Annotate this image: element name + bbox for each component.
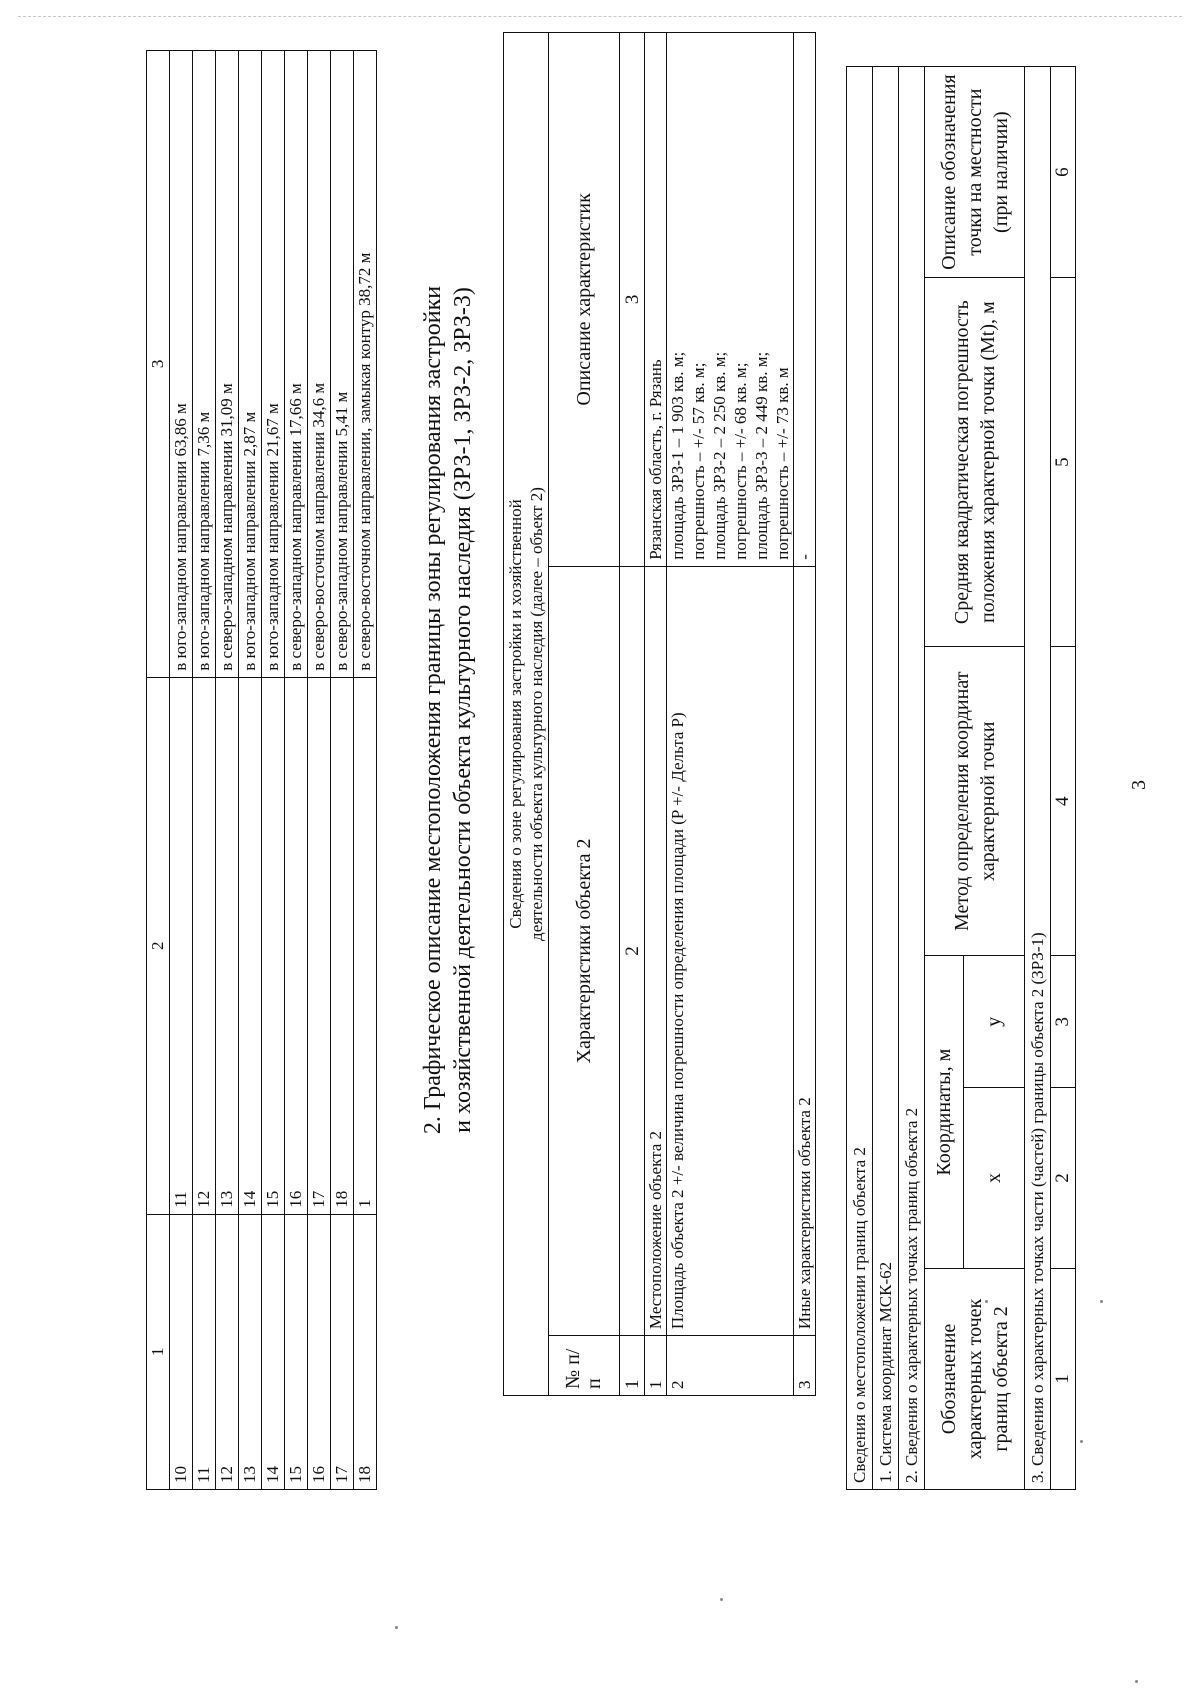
column-number: 1 xyxy=(1051,1268,1076,1489)
row-number: 1 xyxy=(645,1336,667,1396)
table-row xyxy=(193,51,216,1490)
from-point: 11 xyxy=(193,1214,216,1489)
value-line: площадь ЗРЗ-1 – 1 903 кв. м; xyxy=(668,351,687,560)
table-row xyxy=(285,51,308,1490)
table-row xyxy=(645,33,667,1396)
from-point: 10 xyxy=(170,1214,193,1489)
table-header-row xyxy=(549,33,620,1396)
column-number: 6 xyxy=(1051,67,1076,278)
table-caption xyxy=(504,33,549,1396)
scan-speck xyxy=(1100,1300,1103,1303)
section-row xyxy=(899,67,925,1490)
table-row xyxy=(794,33,816,1396)
heading-line: и хозяйственной деятельности объекта культурного наследия (ЗРЗ-1, ЗРЗ-2, ЗРЗ-3) xyxy=(450,287,476,1133)
direction: в северо-западном направлении 17,66 м xyxy=(285,51,308,678)
direction: в юго-западном направлении 63,86 м xyxy=(170,51,193,678)
object-characteristics-table xyxy=(503,32,816,1396)
to-point: 16 xyxy=(285,677,308,1214)
rotated-page xyxy=(36,0,1186,1560)
table-row xyxy=(331,51,354,1490)
column-number: 3 xyxy=(1051,956,1076,1088)
direction: в юго-западном направлении 7,36 м xyxy=(193,51,216,678)
table-row xyxy=(354,51,377,1490)
scan-speck xyxy=(985,1300,988,1303)
section-title: 2. Сведения о характерных точках границ объекта 2 xyxy=(899,67,925,1490)
from-point: 18 xyxy=(354,1214,377,1489)
from-point: 16 xyxy=(308,1214,331,1489)
section-title: 3. Сведения о характерных точках части (частей) границы объекта 2 (ЗРЗ-1) xyxy=(1025,67,1051,1490)
heading-line: 2. Графическое описание местоположения границы зоны регулирования застройки xyxy=(420,285,446,1135)
col-coords-header: Координаты, м xyxy=(925,956,964,1268)
direction: в северо-западном направлении 31,09 м xyxy=(216,51,239,678)
header-cell: 3 xyxy=(147,51,170,678)
column-number: 1 xyxy=(620,1336,645,1396)
col-method-header: Метод определения координат характерной точки xyxy=(925,647,1025,956)
column-number: 4 xyxy=(1051,647,1076,956)
column-number: 2 xyxy=(1051,1088,1076,1269)
from-point: 12 xyxy=(216,1214,239,1489)
column-numbers-row xyxy=(1051,67,1076,1490)
section-row xyxy=(1025,67,1051,1490)
column-number: 5 xyxy=(1051,278,1076,647)
table-row xyxy=(262,51,285,1490)
col-error-header: Средняя квадратическая погрешность положения характерной точки (Mt), м xyxy=(925,278,1025,647)
caption-line: деятельности объекта культурного наследия (далее – объект 2) xyxy=(527,487,546,941)
col-description-header: Описание обозначения точки на местности (при наличии) xyxy=(925,67,1025,278)
col-y-header: y xyxy=(964,956,1025,1088)
value-line: площадь ЗРЗ-2 – 2 250 кв. м; xyxy=(710,351,729,560)
table-header-row xyxy=(147,51,170,1490)
value-line: площадь ЗРЗ-3 – 2 449 кв. м; xyxy=(752,351,771,560)
to-point: 1 xyxy=(354,677,377,1214)
table-title: Сведения о местоположении границ объекта 2 xyxy=(847,67,873,1490)
column-number: 3 xyxy=(620,33,645,567)
boundary-description-table xyxy=(146,50,377,1490)
value-line: погрешность – +/- 73 кв. м xyxy=(773,367,792,560)
column-number: 2 xyxy=(620,566,645,1335)
scan-speck xyxy=(395,1626,398,1629)
col-number-header: № п/п xyxy=(549,1336,620,1396)
characteristic-value: - xyxy=(794,33,816,567)
scan-speck xyxy=(1080,1440,1083,1443)
to-point: 15 xyxy=(262,677,285,1214)
scan-speck xyxy=(720,1598,723,1601)
characteristic: Местоположение объекта 2 xyxy=(645,566,667,1335)
col-x-header: x xyxy=(964,1088,1025,1269)
table-row xyxy=(667,33,794,1396)
characteristic: Площадь объекта 2 +/- величина погрешности определения площади (P +/- Дельта P) xyxy=(667,566,794,1335)
direction: в северо-восточном направлении 34,6 м xyxy=(308,51,331,678)
page-number: 3 xyxy=(1128,780,1150,790)
to-point: 11 xyxy=(170,677,193,1214)
characteristic: Иные характеристики объекта 2 xyxy=(794,566,816,1335)
to-point: 12 xyxy=(193,677,216,1214)
direction: в юго-западном направлении 2,87 м xyxy=(239,51,262,678)
to-point: 13 xyxy=(216,677,239,1214)
column-numbers-row xyxy=(620,33,645,1396)
value-line: погрешность – +/- 57 кв. м; xyxy=(689,362,708,560)
col-description-header: Описание характеристик xyxy=(549,33,620,567)
to-point: 18 xyxy=(331,677,354,1214)
table-row xyxy=(239,51,262,1490)
direction: в северо-восточном направлении, замыкая контур 38,72 м xyxy=(354,51,377,678)
scan-speck xyxy=(1135,1680,1138,1683)
caption-line: Сведения о зоне регулирования застройки и хозяйственной xyxy=(506,499,525,929)
table-row xyxy=(170,51,193,1490)
value-line: погрешность – +/- 68 кв. м; xyxy=(731,362,750,560)
from-point: 13 xyxy=(239,1214,262,1489)
header-cell: 1 xyxy=(147,1214,170,1489)
coordinate-system: 1. Система координат МСК-62 xyxy=(873,67,899,1490)
col-characteristics-header: Характеристики объекта 2 xyxy=(549,566,620,1335)
to-point: 17 xyxy=(308,677,331,1214)
from-point: 17 xyxy=(331,1214,354,1489)
table-title-row xyxy=(847,67,873,1490)
section-heading xyxy=(418,60,478,1360)
row-number: 3 xyxy=(794,1336,816,1396)
table-caption-row xyxy=(504,33,549,1396)
coordinate-system-row xyxy=(873,67,899,1490)
direction: в северо-западном направлении 5,41 м xyxy=(331,51,354,678)
header-cell: 2 xyxy=(147,677,170,1214)
row-number: 2 xyxy=(667,1336,794,1396)
col-point-header: Обозначение характерных точек границ объекта 2 xyxy=(925,1268,1025,1489)
table-row xyxy=(216,51,239,1490)
table-row xyxy=(308,51,331,1490)
direction: в юго-западном направлении 21,67 м xyxy=(262,51,285,678)
table-header-row xyxy=(925,67,964,1490)
characteristic-value xyxy=(667,33,794,567)
from-point: 14 xyxy=(262,1214,285,1489)
characteristic-value: Рязанская область, г. Рязань xyxy=(645,33,667,567)
from-point: 15 xyxy=(285,1214,308,1489)
boundary-location-table xyxy=(846,66,1076,1490)
to-point: 14 xyxy=(239,677,262,1214)
